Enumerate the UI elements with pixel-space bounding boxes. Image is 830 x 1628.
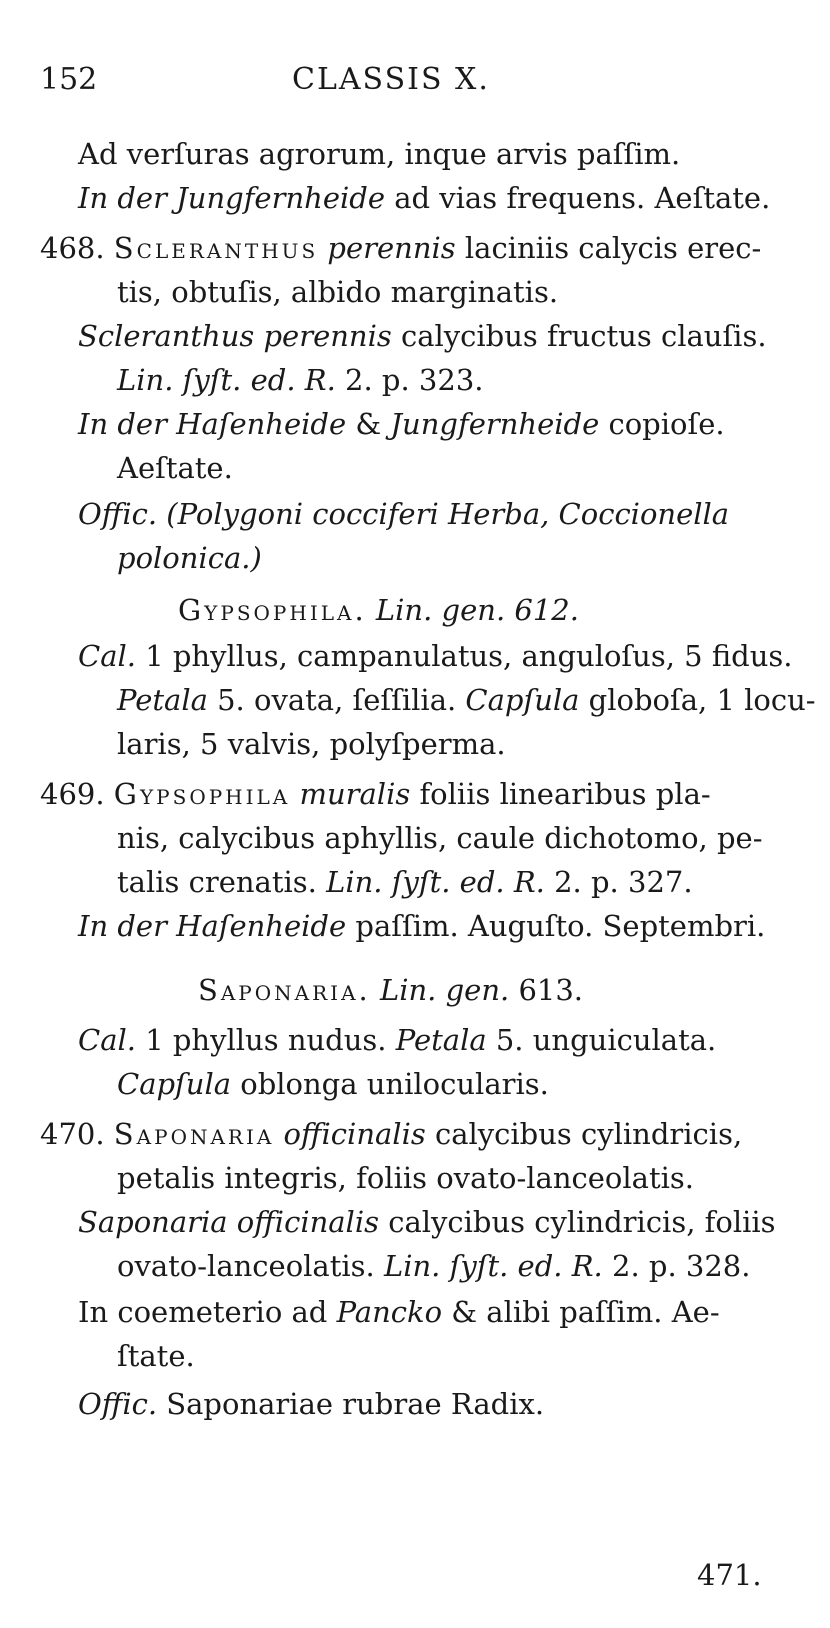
officinal-line: Offic. (Polygoni cocciferi Herba, Coccionella: [78, 497, 730, 531]
genus-heading-saponaria: Saponaria. Lin. gen. 613.: [198, 973, 584, 1007]
genus-heading-gypsophila: Gypsophila. Lin. gen. 612.: [178, 593, 579, 627]
genus-description: Capſula oblonga unilocularis.: [117, 1067, 549, 1101]
text-line: talis crenatis. Lin. ſyſt. ed. R. 2. p. 327.: [117, 865, 693, 899]
entry-number: 469.: [40, 777, 105, 811]
locality-line: In der Haſenheide & Jungfernheide copioſe.: [78, 407, 725, 441]
running-title: CLASSIS X.: [292, 62, 490, 97]
catchword: 471.: [697, 1558, 762, 1592]
officinal-line: polonica.): [117, 541, 262, 575]
genus-description: laris, 5 valvis, polyſperma.: [117, 727, 506, 761]
entry-468-heading: 468. Scleranthus perennis laciniis calycis erec-: [40, 231, 762, 265]
genus-description: Petala 5. ovata, ſeſſilia. Capſula globoſa, 1 locu-: [117, 683, 816, 717]
reference-line: ovato-lanceolatis. Lin. ſyſt. ed. R. 2. p. 328.: [117, 1249, 751, 1283]
entry-number: 468.: [40, 231, 105, 265]
genus-description: Cal. 1 phyllus, campanulatus, anguloſus, 5 fidus.: [78, 639, 793, 673]
officinal-line: Offic. Saponariae rubrae Radix.: [78, 1387, 545, 1421]
entry-470-heading: 470. Saponaria officinalis calycibus cylindricis,: [40, 1117, 743, 1151]
text-line: Aeſtate.: [117, 451, 233, 485]
locality-line: In coemeterio ad Pancko & alibi paſſim. Ae-: [78, 1295, 720, 1329]
reference-line: Lin. ſyſt. ed. R. 2. p. 323.: [117, 363, 484, 397]
text-line: Ad verſuras agrorum, inque arvis paſſim.: [78, 137, 681, 171]
synonym-line: Saponaria officinalis calycibus cylindricis, foliis: [78, 1205, 776, 1239]
entry-469-heading: 469. Gypsophila muralis foliis linearibus pla-: [40, 777, 711, 811]
page-number: 152: [40, 62, 98, 97]
text-line: ſtate.: [117, 1339, 195, 1373]
text-line: nis, calycibus aphyllis, caule dichotomo, pe-: [117, 821, 763, 855]
text-line: tis, obtuſis, albido marginatis.: [117, 275, 559, 309]
locality-line: In der Haſenheide paſſim. Auguſto. Septembri.: [78, 909, 766, 943]
text-line: petalis integris, foliis ovato-lanceolatis.: [117, 1161, 694, 1195]
entry-number: 470.: [40, 1117, 105, 1151]
genus-description: Cal. 1 phyllus nudus. Petala 5. unguiculata.: [78, 1023, 717, 1057]
text-line: In der Jungfernheide ad vias frequens. Aeſtate.: [78, 181, 771, 215]
synonym-line: Scleranthus perennis calycibus fructus clauſis.: [78, 319, 767, 353]
